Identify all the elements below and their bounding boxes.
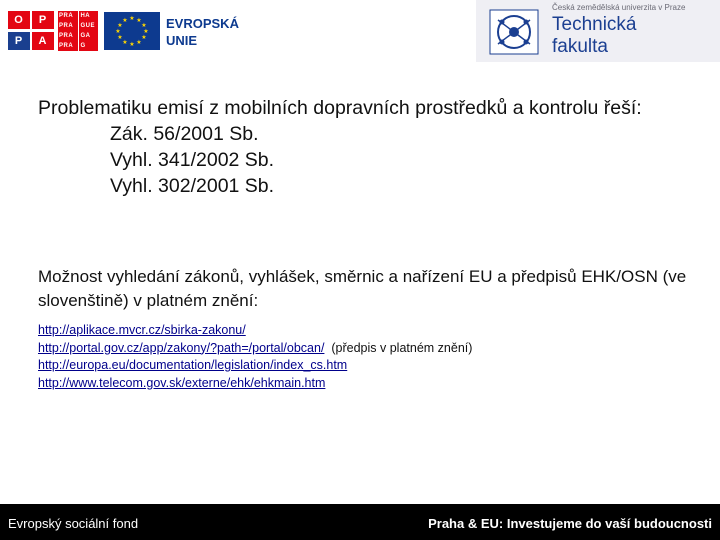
law-item: Zák. 56/2001 Sb. [110, 123, 259, 145]
link-sbirka-zakonu[interactable]: http://aplikace.mvcr.cz/sbirka-zakonu/ [38, 323, 246, 337]
header-bar [0, 0, 720, 62]
link-row [38, 357, 698, 375]
links-list [38, 322, 698, 392]
eu-line-1: EVROPSKÁ [166, 16, 239, 31]
footer-left-text: Evropský sociální fond [8, 516, 139, 531]
svg-text:★: ★ [129, 15, 135, 22]
faculty-emblem-icon [484, 4, 544, 60]
praha-row-2: PRA GUE [58, 21, 98, 31]
link-telecom[interactable]: http://www.telecom.gov.sk/externe/ehk/ehkmain.htm [38, 375, 326, 390]
footer-bar [0, 504, 720, 540]
emissions-intro: Problematiku emisí z mobilních dopravních prostředků a kontrolu řeší: [38, 97, 642, 119]
eu-flag-icon [104, 12, 160, 50]
svg-text:★: ★ [117, 34, 123, 41]
svg-text:★: ★ [143, 28, 149, 35]
university-name: Česká zemědělská univerzita v Praze [552, 3, 686, 12]
svg-text:★: ★ [122, 39, 128, 46]
svg-text:★: ★ [129, 41, 135, 48]
emissions-paragraph [38, 95, 688, 199]
footer-right-text: Praha & EU: Investujeme do vaší budoucnosti [428, 516, 712, 531]
eu-text [166, 15, 239, 49]
law-item: Vyhl. 341/2002 Sb. [110, 149, 275, 171]
praha-logo [58, 11, 98, 51]
opp-letter-p1: P [32, 11, 54, 29]
eu-line-2: UNIE [166, 33, 198, 48]
opp-logo [8, 11, 56, 51]
opp-letter-a: A [32, 32, 54, 50]
praha-row-1: PRA HA [58, 11, 98, 21]
svg-text:★: ★ [136, 17, 142, 24]
faculty-title-line-1: Technická [552, 14, 637, 35]
law-item: Vyhl. 302/2001 Sb. [110, 175, 275, 197]
link-note: (předpis v platném znění) [324, 340, 473, 355]
faculty-title [552, 14, 637, 58]
search-laws-paragraph: Možnost vyhledání zákonů, vyhlášek, směrnic a nařízení EU a předpisů EHK/OSN (ve slovenštině) v platném znění: [38, 267, 687, 310]
svg-text:★: ★ [115, 28, 121, 35]
opp-letter-p2: P [8, 32, 30, 50]
opp-letter-o: O [8, 11, 30, 29]
svg-text:★: ★ [136, 39, 142, 46]
link-portal-gov[interactable]: http://portal.gov.cz/app/zakony/?path=/portal/obcan/ [38, 340, 325, 355]
svg-text:★: ★ [141, 22, 147, 29]
praha-row-3: PRA GA [58, 31, 98, 41]
svg-text:★: ★ [122, 17, 128, 24]
faculty-title-line-2: fakulta [552, 36, 608, 57]
link-row [38, 375, 698, 393]
link-row [38, 322, 698, 340]
link-europa[interactable]: http://europa.eu/documentation/legislation/index_cs.htm [38, 358, 348, 372]
praha-row-4: PRA G [58, 41, 98, 51]
svg-text:★: ★ [117, 22, 123, 29]
svg-text:★: ★ [141, 34, 147, 41]
link-row [38, 340, 698, 358]
